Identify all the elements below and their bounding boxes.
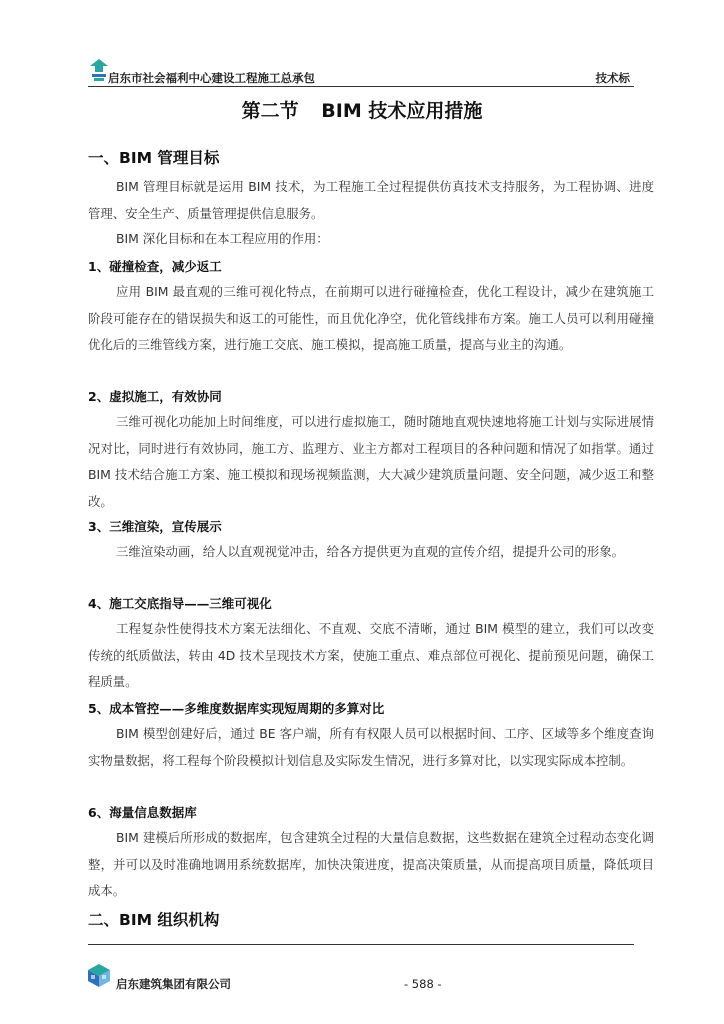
item-heading-5: 5、成本管控——多维度数据库实现短周期的多算对比 — [88, 701, 385, 716]
footer-page-number: - 588 - — [404, 977, 442, 991]
item-heading-2: 2、虚拟施工，有效协同 — [88, 389, 222, 404]
item-text-2: 三维可视化功能加上时间维度，可以进行虚拟施工，随时随地直观快速地将施工计划与实际进展情况对比，同时进行有效协同，施工方、监理方、业主方都对工程项目的各种问题和情况了如指掌。通过 BIM 技术结合施工方案、施工模拟和现场视频监测，大大减少建筑质量问题、安全问题，减少返工和整改。 — [88, 414, 654, 509]
section-1-paragraph-2: BIM 深化目标和在本工程应用的作用： — [116, 231, 329, 246]
section-heading-2: 二、BIM 组织机构 — [88, 911, 220, 929]
item-text-4: 工程复杂性使得技术方案无法细化、不直观、交底不清晰，通过 BIM 模型的建立，我们可以改变传统的纸质做法，转由 4D 技术呈现技术方案，使施工重点、难点部位可视化、提前预见问题，确保工程质量。 — [88, 621, 654, 689]
item-text-1: 应用 BIM 最直观的三维可视化特点，在前期可以进行碰撞检查，优化工程设计，减少在建筑施工阶段可能存在的错误损失和返工的可能性，而且优化净空，优化管线排布方案。施工人员可以利用碰撞优化后的三维管线方案，进行施工交底、施工模拟，提高施工质量，提高与业主的沟通。 — [88, 284, 654, 352]
item-heading-1: 1、碰撞检查，减少返工 — [88, 259, 222, 274]
item-text-5: BIM 模型创建好后，通过 BE 客户端，所有有权限人员可以根据时间、工序、区域等多个维度查询实物量数据，将工程每个阶段模拟计划信息及实际发生情况，进行多算对比，以实现实际成本控制。 — [88, 726, 654, 768]
title-section-number: 第二节 — [241, 100, 299, 122]
section-1-paragraph-1: BIM 管理目标就是运用 BIM 技术，为工程施工全过程提供仿真技术支持服务，为工程协调、进度管理、安全生产、质量管理提供信息服务。 — [88, 179, 654, 221]
item-heading-6: 6、海量信息数据库 — [88, 805, 197, 820]
company-cube-logo-icon — [86, 962, 112, 988]
item-text-6: BIM 建模后所形成的数据库，包含建筑全过程的大量信息数据，这些数据在建筑全过程动态变化调整，并可以及时准确地调用系统数据库，加快决策进度，提高决策质量，从而提高项目质量，降低项目成本。 — [88, 830, 654, 898]
page-header — [88, 54, 634, 87]
footer-rule — [88, 944, 634, 945]
header-label: 技术标 — [595, 71, 630, 85]
header-project-name: 启东市社会福利中心建设工程施工总承包 — [108, 71, 315, 85]
page-title — [0, 96, 724, 123]
item-heading-3: 3、三维渲染，宣传展示 — [88, 519, 222, 534]
footer-company-name: 启东建筑集团有限公司 — [116, 977, 231, 991]
company-logo-icon — [88, 58, 110, 82]
item-heading-4: 4、施工交底指导——三维可视化 — [88, 596, 272, 611]
section-heading-1: 一、BIM 管理目标 — [88, 149, 220, 167]
title-section-name: BIM 技术应用措施 — [321, 100, 483, 122]
item-text-3: 三维渲染动画，给人以直观视觉冲击，给各方提供更为直观的宣传介绍，提提升公司的形象。 — [116, 544, 625, 559]
